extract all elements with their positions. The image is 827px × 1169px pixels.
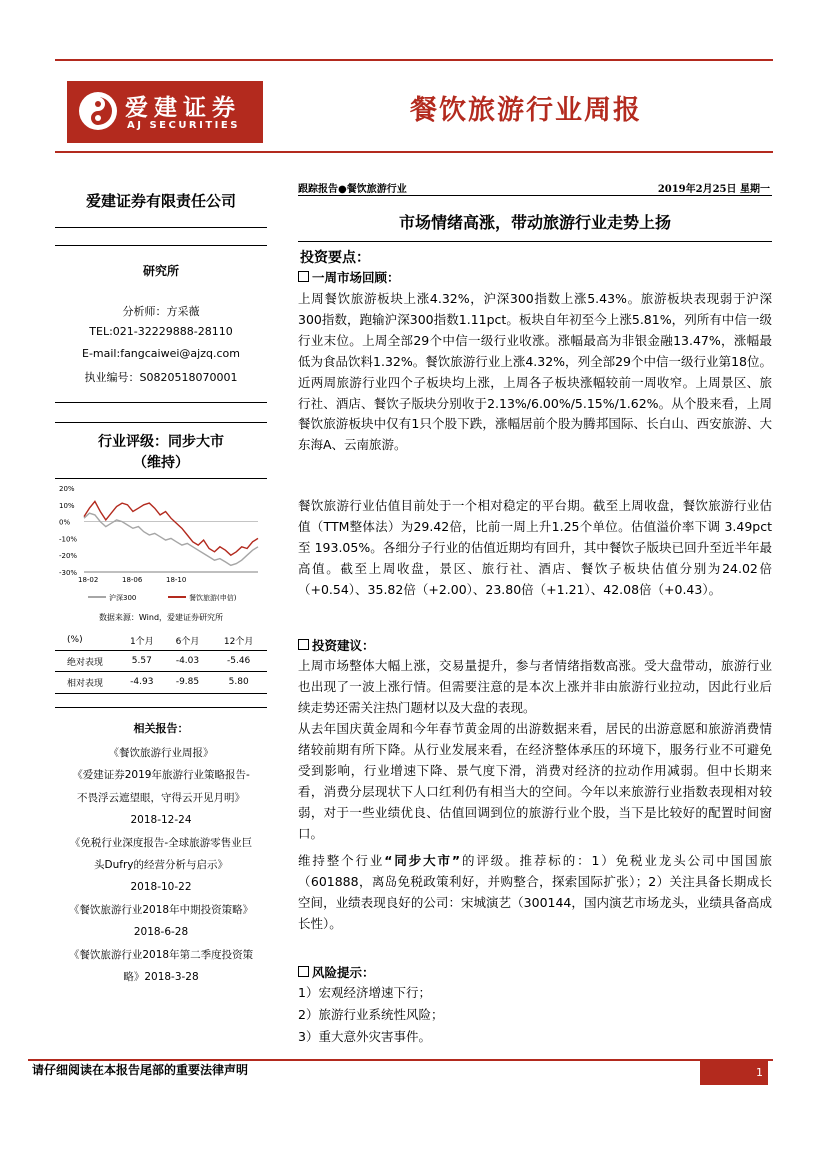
table-cell: -4.93 [130, 677, 154, 687]
related-report-date: 2018-12-24 [130, 814, 192, 827]
x-tick-label: 18-10 [166, 576, 187, 584]
table-cell: -5.46 [227, 656, 251, 666]
analyst-tel: TEL:021-32229888-28110 [89, 325, 233, 338]
series-line [84, 501, 258, 555]
y-tick-label: -20% [59, 552, 78, 561]
table-cell: -4.03 [175, 656, 200, 666]
related-report-item[interactable]: 《餐饮旅游行业2018年中期投资策略》 [68, 903, 254, 916]
report-headline: 市场情绪高涨，带动旅游行业走势上扬 [398, 213, 671, 232]
logo-chinese-name: 爱建证券 [125, 94, 241, 121]
related-report-item[interactable]: 略》2018-3-28 [123, 971, 199, 984]
subsection-title: 风险提示： [312, 965, 375, 980]
legend-label: 餐饮旅游(申信) [189, 594, 237, 602]
subsection-title: 一周市场回顾： [312, 270, 400, 285]
y-tick-label: -10% [59, 535, 78, 544]
table-header-cell: 6个月 [175, 636, 200, 647]
subsection-title: 投资建议： [312, 638, 375, 653]
company-name: 爱建证券有限责任公司 [85, 192, 236, 210]
table-row [55, 672, 267, 693]
risk-item: 3）重大意外灾害事件。 [298, 1029, 431, 1044]
related-report-date: 2018-10-22 [130, 881, 192, 894]
table-header-row [55, 630, 267, 651]
sidebar-divider [55, 402, 267, 403]
paragraph-outlook: 从去年国庆黄金周和今年春节黄金周的出游数据来看，居民的出游意愿和旅游消费情绪较前期有所下降。从行业发展来看，在经济整体承压的环境下，服务行业不可避免受到影响，行业增速下降、景气度下滑，消费对经济的拉动作用减弱。但中长期来看，消费分层现状下人口红利仍有相当大的空间。今年以来旅游行业指数表现相对较弱，对于一些业绩优良、估值回调到位的旅游行业个股，当下是比较好的配置时间窗口。 [298, 721, 772, 841]
recommendation-body: 的评级。推荐标的：1）免税业龙头公司中国国旅（601888，离岛免税政策利好，并购整合，探索国际扩张）；2）关注具备长期成长空间，业绩表现良好的公司：宋城演艺（300144，国内演艺市场龙头，业绩具备高成长性）。 [298, 853, 772, 931]
table-row-label: 相对表现 [67, 678, 104, 689]
analyst-name: 分析师：方采薇 [122, 305, 200, 318]
report-category: 跟踪报告●餐饮旅游行业 [298, 184, 407, 195]
subsection-market-review [298, 268, 400, 286]
page-number: 1 [700, 1061, 768, 1085]
related-report-item[interactable]: 《免税行业深度报告-全球旅游零售业巨 [69, 836, 253, 849]
table-cell: 5.57 [131, 656, 152, 666]
legend-label: 沪深300 [109, 594, 137, 602]
section-divider [298, 241, 772, 242]
logo-badge [67, 81, 263, 143]
related-report-item[interactable]: 头Dufry的经营分析与启示》 [94, 859, 228, 872]
sidebar-divider [55, 707, 267, 708]
report-date: 2019年2月25日 星期一 [657, 184, 770, 195]
sidebar-divider [55, 693, 267, 694]
paragraph-market-review: 上周餐饮旅游板块上涨4.32%，沪深300指数上涨5.43%。旅游板块表现弱于沪深300指数，跑输沪深300指数1.11pct。板块自年初至今上涨5.81%，列所有中信一级行业末位。上周全部29个中信一级行业收涨。涨幅最高为非银金融13.47%，涨幅最低为食品饮料1.32%。餐饮旅游行业上涨4.32%，列全部29个中信一级行业第18位。近两周旅游行业四个子板块均上涨，上周各子板块涨幅较前一周收窄。上周景区、旅行社、酒店、餐饮子版块分别收于2.13%/6.00%/5.15%/1.62%。从个股来看，上周餐饮旅游板块中仅有1只个股下跌，涨幅居前个股为腾邦国际、长白山、西安旅游、大东海A、云南旅游。 [298, 291, 772, 453]
y-tick-label: 0% [59, 518, 71, 527]
paragraph-market-trend: 上周市场整体大幅上涨，交易量提升，参与者情绪指数高涨。受大盘带动，旅游行业也出现了一波上涨行情。但需要注意的是本次上涨并非由旅游行业拉动，因此行业后续走势还需关注热门题材以及大盘的表现。 [298, 658, 772, 715]
sidebar-divider [55, 422, 267, 423]
performance-chart [58, 480, 263, 605]
y-tick-label: 10% [59, 501, 75, 510]
rating-label: 行业评级：同步大市 [98, 434, 224, 450]
subsection-investment-advice [298, 636, 375, 654]
y-tick-label: -30% [59, 569, 78, 577]
table-cell: -9.85 [175, 677, 200, 687]
table-row [55, 651, 267, 672]
x-tick-label: 18-02 [78, 576, 99, 584]
related-report-item[interactable]: 《餐饮旅游行业周报》 [108, 747, 214, 759]
paragraph-valuation: 餐饮旅游行业估值目前处于一个相对稳定的平台期。截至上周收盘，餐饮旅游行业估值（TTM整体法）为29.42倍，比前一周上升1.25个单位。估值溢价率下调 3.49pct 至 193.05%。各细分子行业的估值近期均有回升，其中餐饮子版块已回升至近半年最高值。截至上周收盘，景区、旅行社、酒店、餐饮子板块估值分别为24.02倍（+0.54）、35.82倍（+2.00）、23.80倍（+1.21）、42.08倍（+0.43）。 [298, 498, 772, 597]
related-report-item[interactable]: 《爱建证券2019年旅游行业策略报告- [72, 769, 250, 782]
report-title: 餐饮旅游行业周报 [410, 95, 642, 126]
table-header-cell: 12个月 [223, 636, 254, 647]
recommendation-lead: 维持整个行业 [298, 853, 385, 868]
industry-rating [55, 432, 267, 474]
meta-divider [298, 195, 772, 196]
checkbox-bullet-icon [298, 966, 309, 977]
chart-source: 数据来源：Wind，爱建证券研究所 [98, 613, 224, 622]
sidebar-divider [55, 478, 267, 479]
table-header-cell: 1个月 [129, 636, 154, 647]
related-reports-title: 相关报告： [133, 722, 189, 735]
section-title: 投资要点： [300, 250, 370, 266]
performance-table [55, 630, 267, 692]
y-tick-label: 20% [59, 485, 75, 493]
header-rule [55, 151, 773, 153]
series-line [84, 513, 258, 565]
risk-item: 1）宏观经济增速下行； [298, 985, 431, 1000]
checkbox-bullet-icon [298, 271, 309, 282]
risk-item: 2）旅游行业系统性风险； [298, 1007, 444, 1022]
table-header-cell: (%) [67, 635, 83, 645]
legal-disclaimer-notice: 请仔细阅读在本报告尾部的重要法律声明 [32, 1063, 249, 1077]
x-tick-label: 18-06 [122, 576, 143, 584]
logo-english-name: AJ SECURITIES [127, 120, 240, 131]
logo [55, 61, 275, 151]
related-report-item[interactable]: 《餐饮旅游行业2018年第二季度投资策 [68, 948, 254, 961]
related-report-date: 2018-6-28 [133, 926, 189, 939]
subsection-risk [298, 963, 375, 981]
rating-status: （维持） [133, 455, 189, 471]
related-report-item[interactable]: 不畏浮云遮望眼，守得云开见月明》 [77, 791, 245, 804]
institute-name: 研究所 [142, 264, 179, 278]
aj-logo-icon [77, 90, 119, 132]
table-row-label: 绝对表现 [67, 657, 104, 668]
checkbox-bullet-icon [298, 639, 309, 650]
related-reports-list [55, 742, 267, 988]
table-cell: 5.80 [228, 677, 249, 687]
sidebar-divider [55, 227, 267, 228]
analyst-email[interactable]: E-mail:fangcaiwei@ajzq.com [82, 347, 240, 360]
paragraph-recommendation [298, 851, 772, 935]
sidebar-divider [55, 245, 267, 246]
analyst-license: 执业编号：S0820518070001 [84, 371, 238, 384]
rating-highlight: “同步大市” [384, 853, 461, 868]
